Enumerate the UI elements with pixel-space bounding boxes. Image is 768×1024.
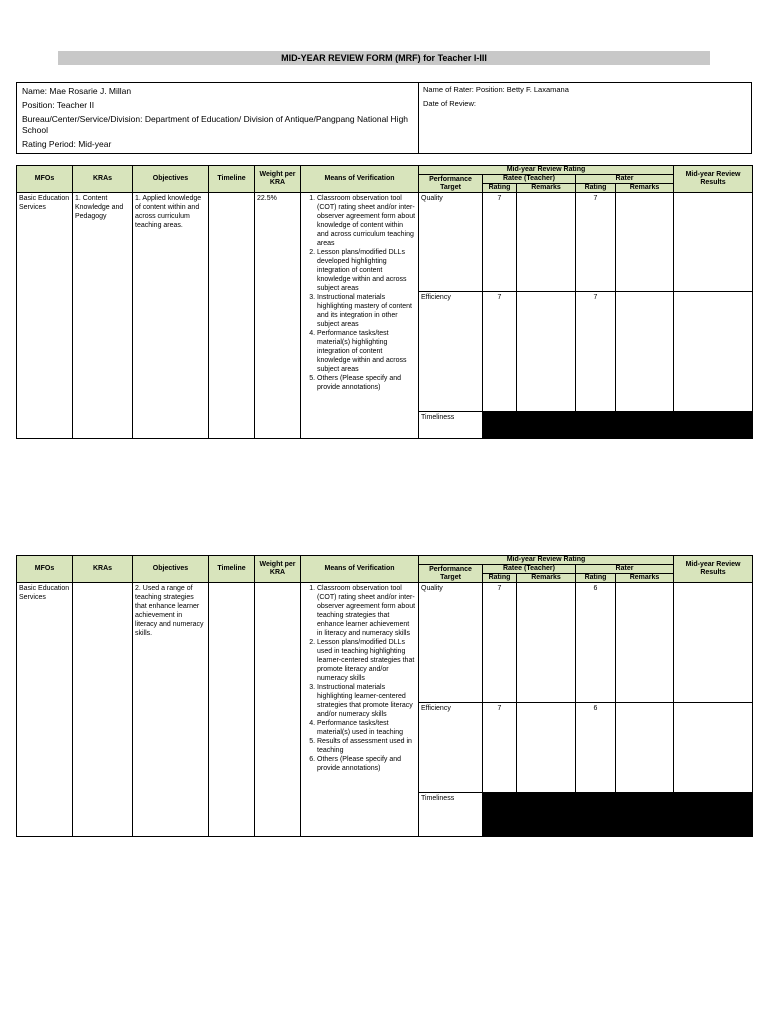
header-performance-target: Performance Target bbox=[419, 175, 483, 193]
review-table-1 bbox=[16, 165, 753, 439]
rater-remarks-efficiency bbox=[616, 292, 674, 412]
timeliness-blackout bbox=[483, 412, 753, 439]
rater-name: Name of Rater: Position: Betty F. Laxamana bbox=[423, 85, 569, 94]
header-kras: KRAs bbox=[73, 166, 133, 193]
ratee-remarks-quality bbox=[517, 193, 576, 292]
kra-cell bbox=[73, 583, 133, 837]
means-cell bbox=[301, 193, 419, 439]
header-objectives: Objectives bbox=[133, 556, 209, 583]
employee-name: Name: Mae Rosarie J. Millan bbox=[22, 86, 132, 96]
means-item: 2. Lesson plans/modified DLLs developed highlighting integration of content knowledge within and across subject areas bbox=[317, 248, 416, 293]
employee-details bbox=[17, 83, 419, 153]
employee-info-box bbox=[16, 82, 752, 154]
rater-details bbox=[419, 83, 751, 157]
header-kras: KRAs bbox=[73, 556, 133, 583]
header-rater: Rater bbox=[576, 565, 674, 574]
ratee-remarks-efficiency bbox=[517, 703, 576, 793]
timeline-cell bbox=[209, 193, 255, 439]
header-mfos: MFOs bbox=[17, 556, 73, 583]
header-rater: Rater bbox=[576, 175, 674, 184]
objective-cell: 2. Used a range of teaching strategies that enhance learner achievement in literacy and numeracy skills. bbox=[133, 583, 209, 837]
means-item: 4. Performance tasks/test material(s) used in teaching bbox=[317, 719, 416, 737]
header-timeline: Timeline bbox=[209, 556, 255, 583]
header-rater-rating: Rating bbox=[576, 184, 616, 193]
header-rater-rating: Rating bbox=[576, 574, 616, 583]
means-list bbox=[303, 194, 416, 392]
means-item: 1. Classroom observation tool (COT) rating sheet and/or inter-observer agreement form about knowledge of content within and across curriculum teaching areas bbox=[317, 194, 416, 248]
results-efficiency bbox=[674, 703, 753, 793]
header-ratee-rating: Rating bbox=[483, 184, 517, 193]
header-results: Mid-year Review Results bbox=[674, 166, 753, 193]
employee-position: Position: Teacher II bbox=[22, 100, 95, 110]
rater-rating-quality: 6 bbox=[576, 583, 616, 703]
means-list bbox=[303, 584, 416, 773]
header-results: Mid-year Review Results bbox=[674, 556, 753, 583]
mfo-cell: Basic Education Services bbox=[17, 193, 73, 439]
rater-rating-efficiency: 7 bbox=[576, 292, 616, 412]
header-means: Means of Verification bbox=[301, 166, 419, 193]
header-ratee: Ratee (Teacher) bbox=[483, 175, 576, 184]
header-midyear-rating: Mid-year Review Rating bbox=[419, 556, 674, 565]
form-title: MID-YEAR REVIEW FORM (MRF) for Teacher I-III bbox=[58, 51, 710, 65]
objective-cell: 1. Applied knowledge of content within and across curriculum teaching areas. bbox=[133, 193, 209, 439]
ratee-remarks-efficiency bbox=[517, 292, 576, 412]
means-item: 1. Classroom observation tool (COT) rating sheet and/or inter-observer agreement form about teaching strategies that enhance learner achievement in literacy and numeracy skills bbox=[317, 584, 416, 638]
means-item: 4. Performance tasks/test material(s) highlighting integration of content knowledge within and across subject areas bbox=[317, 329, 416, 374]
weight-cell bbox=[255, 583, 301, 837]
means-item: 5. Others (Please specify and provide annotations) bbox=[317, 374, 416, 392]
results-quality bbox=[674, 193, 753, 292]
header-weight: Weight per KRA bbox=[255, 166, 301, 193]
ratee-rating-efficiency: 7 bbox=[483, 703, 517, 793]
header-ratee-remarks: Remarks bbox=[517, 574, 576, 583]
means-item: 5. Results of assessment used in teaching bbox=[317, 737, 416, 755]
header-ratee-remarks: Remarks bbox=[517, 184, 576, 193]
header-mfos: MFOs bbox=[17, 166, 73, 193]
employee-bureau: Bureau/Center/Service/Division: Department of Education/ Division of Antique/Pangpang National High School bbox=[22, 114, 409, 135]
rating-period: Rating Period: Mid-year bbox=[22, 139, 112, 149]
ratee-remarks-quality bbox=[517, 583, 576, 703]
header-rater-remarks: Remarks bbox=[616, 574, 674, 583]
header-timeline: Timeline bbox=[209, 166, 255, 193]
rater-rating-quality: 7 bbox=[576, 193, 616, 292]
weight-cell: 22.5% bbox=[255, 193, 301, 439]
ratee-rating-quality: 7 bbox=[483, 583, 517, 703]
review-table-2 bbox=[16, 555, 753, 837]
header-midyear-rating: Mid-year Review Rating bbox=[419, 166, 674, 175]
rater-rating-efficiency: 6 bbox=[576, 703, 616, 793]
ratee-rating-quality: 7 bbox=[483, 193, 517, 292]
mfo-cell: Basic Education Services bbox=[17, 583, 73, 837]
target-timeliness: Timeliness bbox=[419, 412, 483, 439]
means-item: 2. Lesson plans/modified DLLs used in teaching highlighting learner-centered strategies that promote literacy and/or numeracy skills bbox=[317, 638, 416, 683]
target-efficiency: Efficiency bbox=[419, 703, 483, 793]
timeliness-blackout bbox=[483, 793, 753, 837]
target-quality: Quality bbox=[419, 583, 483, 703]
means-item: 3. Instructional materials highlighting learner-centered strategies that promote literacy and/or numeracy skills bbox=[317, 683, 416, 719]
rater-remarks-efficiency bbox=[616, 703, 674, 793]
rater-remarks-quality bbox=[616, 583, 674, 703]
timeline-cell bbox=[209, 583, 255, 837]
header-ratee: Ratee (Teacher) bbox=[483, 565, 576, 574]
results-efficiency bbox=[674, 292, 753, 412]
target-efficiency: Efficiency bbox=[419, 292, 483, 412]
target-timeliness: Timeliness bbox=[419, 793, 483, 837]
means-item: 6. Others (Please specify and provide annotations) bbox=[317, 755, 416, 773]
header-objectives: Objectives bbox=[133, 166, 209, 193]
rater-remarks-quality bbox=[616, 193, 674, 292]
header-means: Means of Verification bbox=[301, 556, 419, 583]
header-weight: Weight per KRA bbox=[255, 556, 301, 583]
ratee-rating-efficiency: 7 bbox=[483, 292, 517, 412]
header-performance-target: Performance Target bbox=[419, 565, 483, 583]
header-ratee-rating: Rating bbox=[483, 574, 517, 583]
means-item: 3. Instructional materials highlighting mastery of content and its integration in other subject areas bbox=[317, 293, 416, 329]
target-quality: Quality bbox=[419, 193, 483, 292]
means-cell bbox=[301, 583, 419, 837]
header-rater-remarks: Remarks bbox=[616, 184, 674, 193]
kra-cell: 1. Content Knowledge and Pedagogy bbox=[73, 193, 133, 439]
date-of-review: Date of Review: bbox=[423, 99, 476, 108]
results-quality bbox=[674, 583, 753, 703]
